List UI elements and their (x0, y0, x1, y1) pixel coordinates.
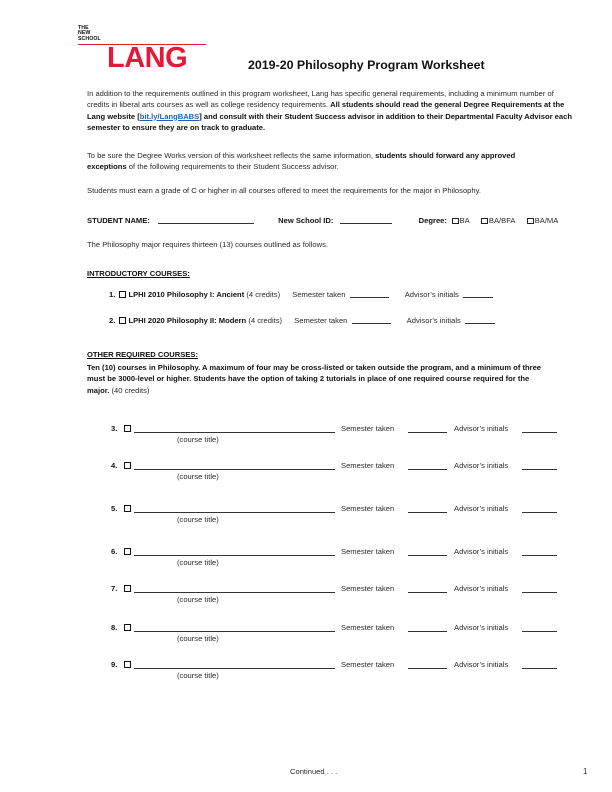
course-number: 8. (111, 623, 118, 632)
logo-line-1: THE (78, 25, 89, 31)
intro-courses-heading: INTRODUCTORY COURSES: (87, 269, 190, 278)
other-courses-credits: (40 credits) (109, 385, 150, 395)
semester-taken-field[interactable] (352, 316, 391, 324)
semester-taken-label: Semester taken (292, 290, 346, 299)
semester-taken-label: Semester taken (341, 660, 395, 669)
semester-taken-label: Semester taken (341, 504, 395, 513)
logo-the-new-school (78, 26, 101, 42)
advisors-initials-field[interactable] (522, 512, 557, 513)
lang-logo (78, 26, 208, 74)
course-row (0, 584, 612, 608)
checkbox-icon[interactable] (124, 661, 131, 668)
semester-taken-field[interactable] (408, 469, 447, 470)
course-row (0, 623, 612, 647)
other-courses-heading: OTHER REQUIRED COURSES: (87, 350, 198, 359)
course-row (0, 504, 612, 528)
course-number: 2. (109, 316, 116, 325)
course-title-field[interactable] (134, 512, 335, 513)
course-number: 9. (111, 660, 118, 669)
advisors-initials-label: Advisor’s initials (454, 660, 509, 669)
course-row (0, 424, 612, 448)
semester-taken-field[interactable] (408, 668, 447, 669)
page-number: 1 (583, 767, 588, 776)
course-credits: (4 credits) (246, 290, 281, 299)
advisors-initials-label: Advisor’s initials (454, 547, 509, 556)
course-title-field[interactable] (134, 668, 335, 669)
course-title-label: (course title) (177, 515, 219, 524)
other-courses-desc-bold: Ten (10) courses in Philosophy. A maximum of four may be cross-listed or taken outside the program, and a minimum of three must be 3000-level or higher. Students have the option of taking 2 tutorials in place of one required course required for the major. (87, 363, 542, 395)
checkbox-icon[interactable] (119, 317, 126, 324)
course-title-field[interactable] (134, 432, 335, 433)
checkbox-icon[interactable] (124, 505, 131, 512)
intro-course-2 (109, 316, 495, 325)
course-title-label: (course title) (177, 595, 219, 604)
degree-option-ba-ma[interactable]: BA/MA (527, 216, 558, 225)
student-name-label: STUDENT NAME: (87, 216, 150, 225)
course-title-label: (course title) (177, 435, 219, 444)
semester-taken-field[interactable] (350, 290, 389, 298)
checkbox-icon[interactable] (124, 624, 131, 631)
semester-taken-field[interactable] (408, 631, 447, 632)
course-title-label: (course title) (177, 472, 219, 481)
advisors-initials-label: Advisor’s initials (404, 290, 459, 299)
semester-taken-label: Semester taken (341, 584, 395, 593)
course-number: 6. (111, 547, 118, 556)
advisors-initials-label: Advisor’s initials (406, 316, 461, 325)
requirement-note: The Philosophy major requires thirteen (13) courses outlined as follows. (87, 240, 329, 249)
degree-option-ba-bfa[interactable]: BA/BFA (481, 216, 515, 225)
semester-taken-label: Semester taken (341, 547, 395, 556)
advisors-initials-field[interactable] (522, 592, 557, 593)
p2-rest: of the following requirements to their Student Success advisor. (126, 162, 339, 172)
advisors-initials-label: Advisor’s initials (454, 424, 509, 433)
advisors-initials-label: Advisor’s initials (454, 584, 509, 593)
advisors-initials-label: Advisor’s initials (454, 504, 509, 513)
checkbox-icon[interactable] (124, 548, 131, 555)
course-number: 7. (111, 584, 118, 593)
course-number: 3. (111, 424, 118, 433)
semester-taken-field[interactable] (408, 555, 447, 556)
advisors-initials-field[interactable] (463, 290, 493, 298)
course-title-field[interactable] (134, 469, 335, 470)
school-id-label: New School ID: (278, 216, 334, 225)
degree-label: Degree: (418, 216, 447, 225)
school-id-field[interactable] (340, 216, 392, 224)
checkbox-icon (452, 218, 459, 225)
advisors-initials-field[interactable] (522, 668, 557, 669)
course-row (0, 461, 612, 485)
checkbox-icon (481, 218, 488, 225)
advisors-initials-field[interactable] (522, 555, 557, 556)
logo-wordmark: LANG (107, 42, 188, 74)
page-title: 2019-20 Philosophy Program Worksheet (248, 58, 485, 72)
checkbox-icon[interactable] (119, 291, 126, 298)
intro-bold-b: ] and consult with their Student Success advisor in addition to their Departmental Faculty Advisor each semester to ensure they are on track to graduate. (87, 111, 572, 132)
course-credits: (4 credits) (248, 316, 283, 325)
student-info-row (87, 216, 558, 225)
p2-text: To be sure the Degree Works version of this worksheet reflects the same information, (87, 151, 376, 160)
intro-paragraph-1 (87, 88, 577, 133)
course-title-label: (course title) (177, 671, 219, 680)
course-number: 1. (109, 290, 116, 299)
advisors-initials-field[interactable] (522, 432, 557, 433)
intro-paragraph-3: Students must earn a grade of C or higher in all courses offered to meet the requirements for the major in Philosophy. (87, 186, 481, 195)
intro-bold-a: All students should read the general Degree Requirements at the Lang website [ (87, 100, 565, 121)
course-title-label: (course title) (177, 558, 219, 567)
lang-website-link[interactable]: bit.ly/LangBABS (139, 111, 200, 121)
checkbox-icon[interactable] (124, 585, 131, 592)
other-courses-description (87, 362, 547, 396)
course-number: 4. (111, 461, 118, 470)
checkbox-icon[interactable] (124, 425, 131, 432)
checkbox-icon (527, 218, 534, 225)
degree-option-ba[interactable]: BA (452, 216, 469, 225)
course-title-field[interactable] (134, 592, 335, 593)
advisors-initials-field[interactable] (522, 469, 557, 470)
course-title-field[interactable] (134, 555, 335, 556)
course-title-label: (course title) (177, 634, 219, 643)
semester-taken-field[interactable] (408, 512, 447, 513)
intro-course-1 (109, 290, 493, 299)
advisors-initials-field[interactable] (522, 631, 557, 632)
semester-taken-label: Semester taken (341, 623, 395, 632)
course-number: 5. (111, 504, 118, 513)
p2-bold: students should forward any approved exceptions (87, 151, 516, 172)
semester-taken-field[interactable] (408, 592, 447, 593)
course-row (0, 547, 612, 571)
semester-taken-field[interactable] (408, 432, 447, 433)
student-name-field[interactable] (158, 216, 254, 224)
intro-paragraph-2 (87, 150, 517, 173)
advisors-initials-label: Advisor’s initials (454, 623, 509, 632)
logo-line-3: SCHOOL (78, 35, 101, 42)
advisors-initials-field[interactable] (465, 316, 495, 324)
continued-note: Continued . . . (290, 767, 338, 776)
course-title-field[interactable] (134, 631, 335, 632)
course-row (0, 660, 612, 684)
course-name: LPHI 2010 Philosophy I: Ancient (128, 290, 245, 299)
logo-line-2: NEW (78, 30, 91, 37)
advisors-initials-label: Advisor’s initials (454, 461, 509, 470)
semester-taken-label: Semester taken (294, 316, 348, 325)
semester-taken-label: Semester taken (341, 424, 395, 433)
checkbox-icon[interactable] (124, 462, 131, 469)
intro-text: In addition to the requirements outlined in this program worksheet, Lang has specific general requirements, including a minimum number of credits in liberal arts courses as well as college residency requirements. (87, 89, 554, 110)
course-name: LPHI 2020 Philosophy II: Modern (128, 316, 247, 325)
semester-taken-label: Semester taken (341, 461, 395, 470)
